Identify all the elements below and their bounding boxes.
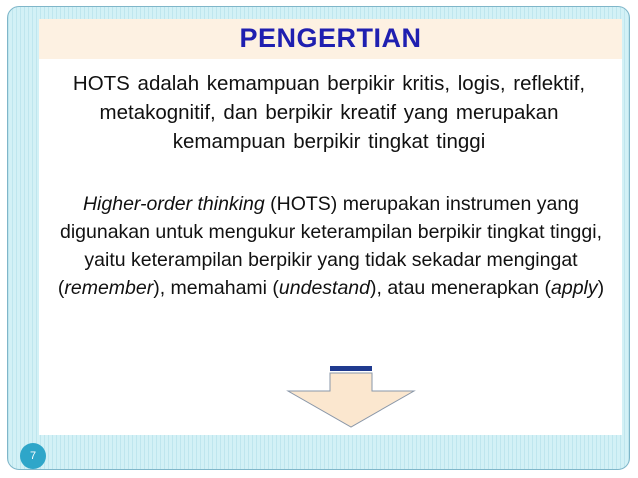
definition-paragraph: HOTS adalah kemampuan berpikir kritis, logis, reflektif, metakognitif, dan berpikir kreatif yang merupakan kemampuan berpikir tingkat tinggi bbox=[72, 72, 586, 153]
explanation-text-1: (HOTS) merupakan instrumen yang digunakan untuk mengukur keterampilan berpikir tingkat tinggi, yaitu keterampilan berpikir yang tidak sekadar mengingat ( bbox=[57, 193, 602, 299]
slide-title: PENGERTIAN bbox=[239, 23, 422, 53]
explanation-text-3: ), atau menerapkan ( bbox=[370, 277, 552, 299]
title-bar bbox=[39, 19, 622, 59]
term-apply: apply bbox=[551, 277, 598, 299]
down-arrow-icon bbox=[284, 365, 418, 429]
content-panel bbox=[39, 19, 622, 435]
explanation-text-2: ), memahami ( bbox=[153, 277, 279, 299]
term-remember: remember bbox=[64, 277, 154, 299]
term-hots: Higher-order thinking bbox=[82, 193, 265, 215]
slide-frame bbox=[7, 6, 630, 470]
explanation-paragraph bbox=[57, 190, 605, 302]
explanation-text-4: ) bbox=[597, 277, 605, 299]
term-understand: undestand bbox=[278, 277, 370, 299]
page-number-badge: 7 bbox=[20, 443, 46, 469]
